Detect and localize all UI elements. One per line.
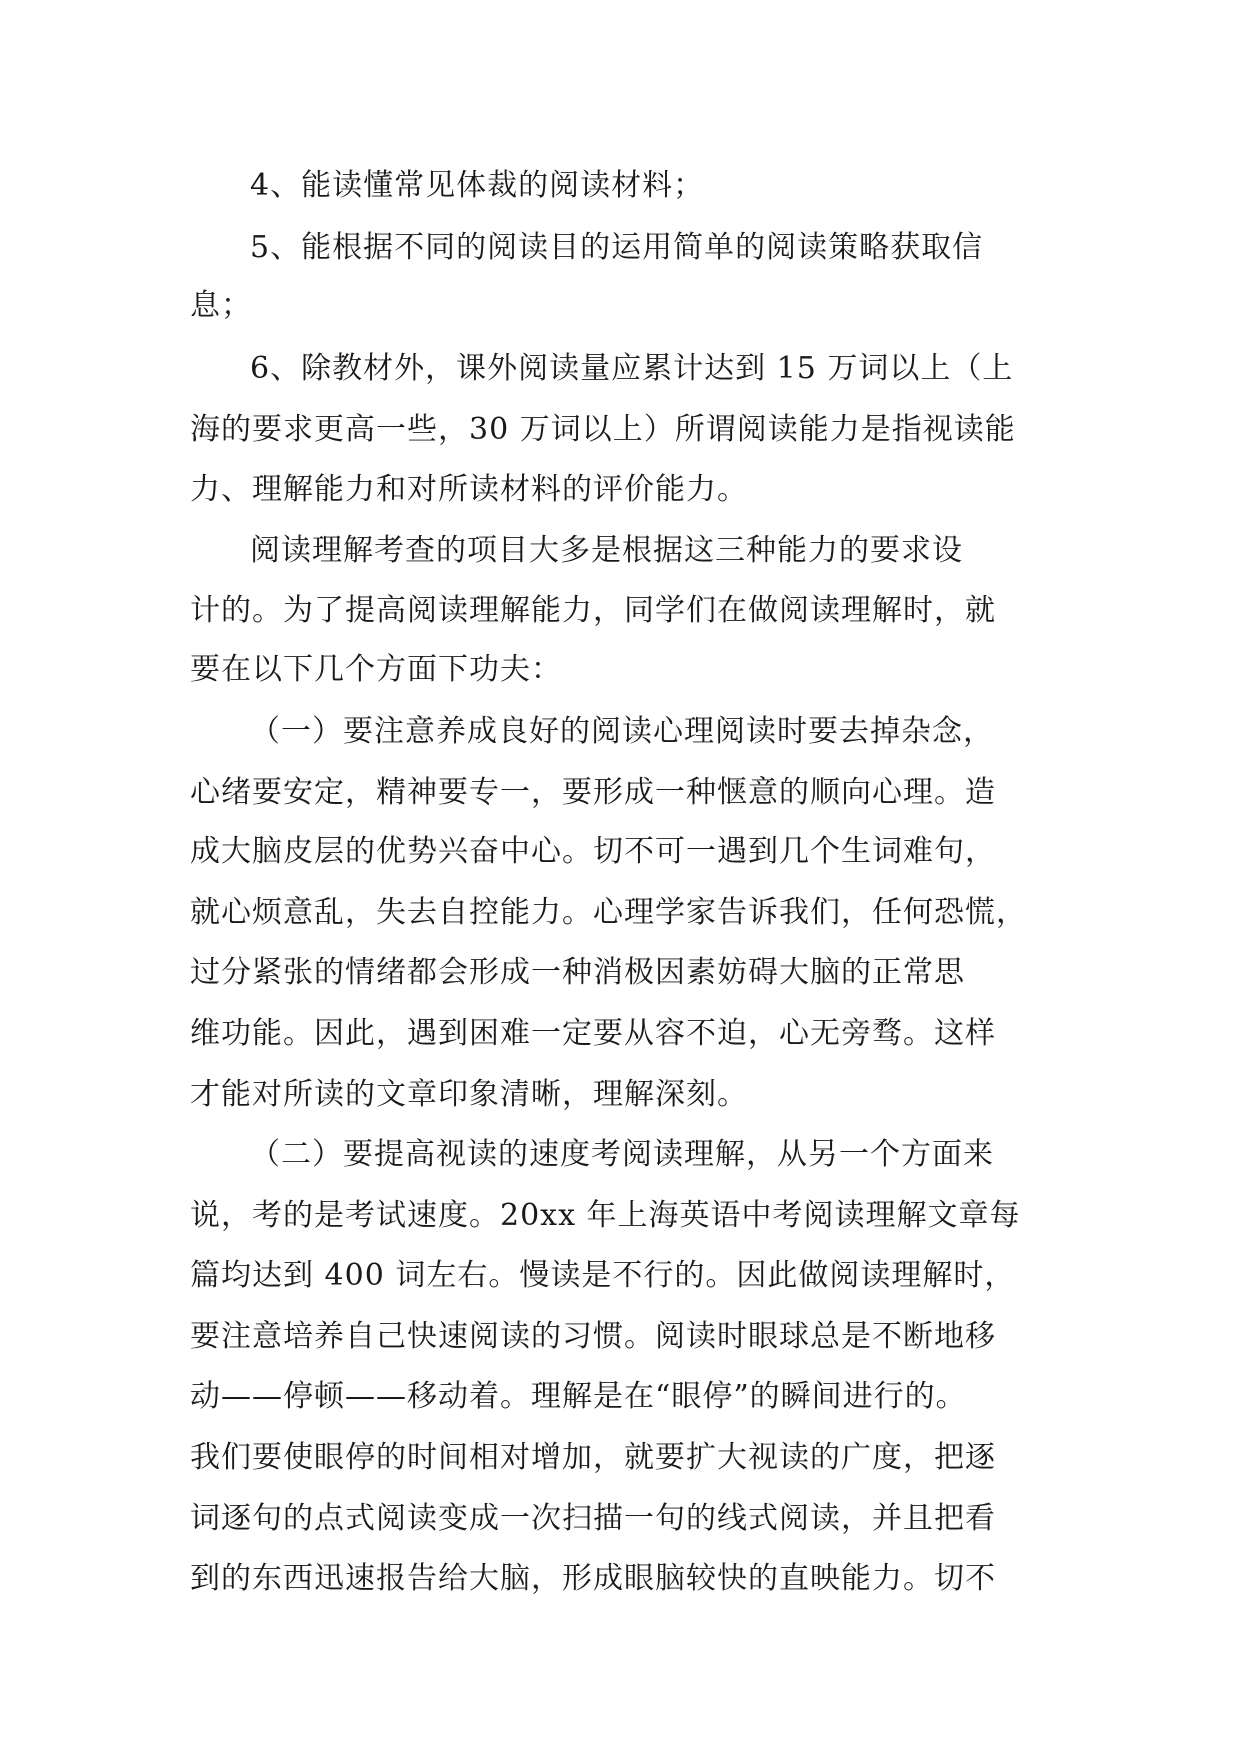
text-line: 要注意培养自己快速阅读的习惯。阅读时眼球总是不断地移 <box>190 1319 996 1354</box>
text-line: 海的要求更高一些，30 万词以上）所谓阅读能力是指视读能 <box>190 412 1016 447</box>
text-line: 到的东西迅速报告给大脑，形成眼脑较快的直映能力。切不 <box>190 1561 996 1596</box>
text-line: 就心烦意乱，失去自控能力。心理学家告诉我们，任何恐慌， <box>190 895 1027 930</box>
text-line: 心绪要安定，精神要专一，要形成一种惬意的顺向心理。造 <box>190 775 996 810</box>
text-line: （二）要提高视读的速度考阅读理解，从另一个方面来 <box>250 1137 994 1172</box>
text-line: 计的。为了提高阅读理解能力，同学们在做阅读理解时，就 <box>190 593 996 628</box>
text-line: 息； <box>190 288 252 323</box>
text-line: 4、能读懂常见体裁的阅读材料； <box>250 168 705 203</box>
text-line: 维功能。因此，遇到困难一定要从容不迫，心无旁骛。这样 <box>190 1016 996 1051</box>
text-line: 篇均达到 400 词左右。慢读是不行的。因此做阅读理解时， <box>190 1258 1016 1293</box>
text-line: 要在以下几个方面下功夫： <box>190 652 562 687</box>
text-line: 5、能根据不同的阅读目的运用简单的阅读策略获取信 <box>250 230 984 265</box>
text-line: 过分紧张的情绪都会形成一种消极因素妨碍大脑的正常思 <box>190 955 965 990</box>
text-line: 才能对所读的文章印象清晰，理解深刻。 <box>190 1077 748 1112</box>
text-line: 说，考的是考试速度。20xx 年上海英语中考阅读理解文章每 <box>190 1198 1021 1233</box>
text-line: （一）要注意养成良好的阅读心理阅读时要去掉杂念， <box>250 714 994 749</box>
text-line: 词逐句的点式阅读变成一次扫描一句的线式阅读，并且把看 <box>190 1501 996 1536</box>
text-line: 成大脑皮层的优势兴奋中心。切不可一遇到几个生词难句， <box>190 834 996 869</box>
text-line: 阅读理解考查的项目大多是根据这三种能力的要求设 <box>250 533 963 568</box>
text-line: 力、理解能力和对所读材料的评价能力。 <box>190 472 748 507</box>
text-line: 我们要使眼停的时间相对增加，就要扩大视读的广度，把逐 <box>190 1440 996 1475</box>
text-line: 动——停顿——移动着。理解是在“眼停”的瞬间进行的。 <box>190 1379 967 1414</box>
text-line: 6、除教材外，课外阅读量应累计达到 15 万词以上（上 <box>250 351 1014 386</box>
